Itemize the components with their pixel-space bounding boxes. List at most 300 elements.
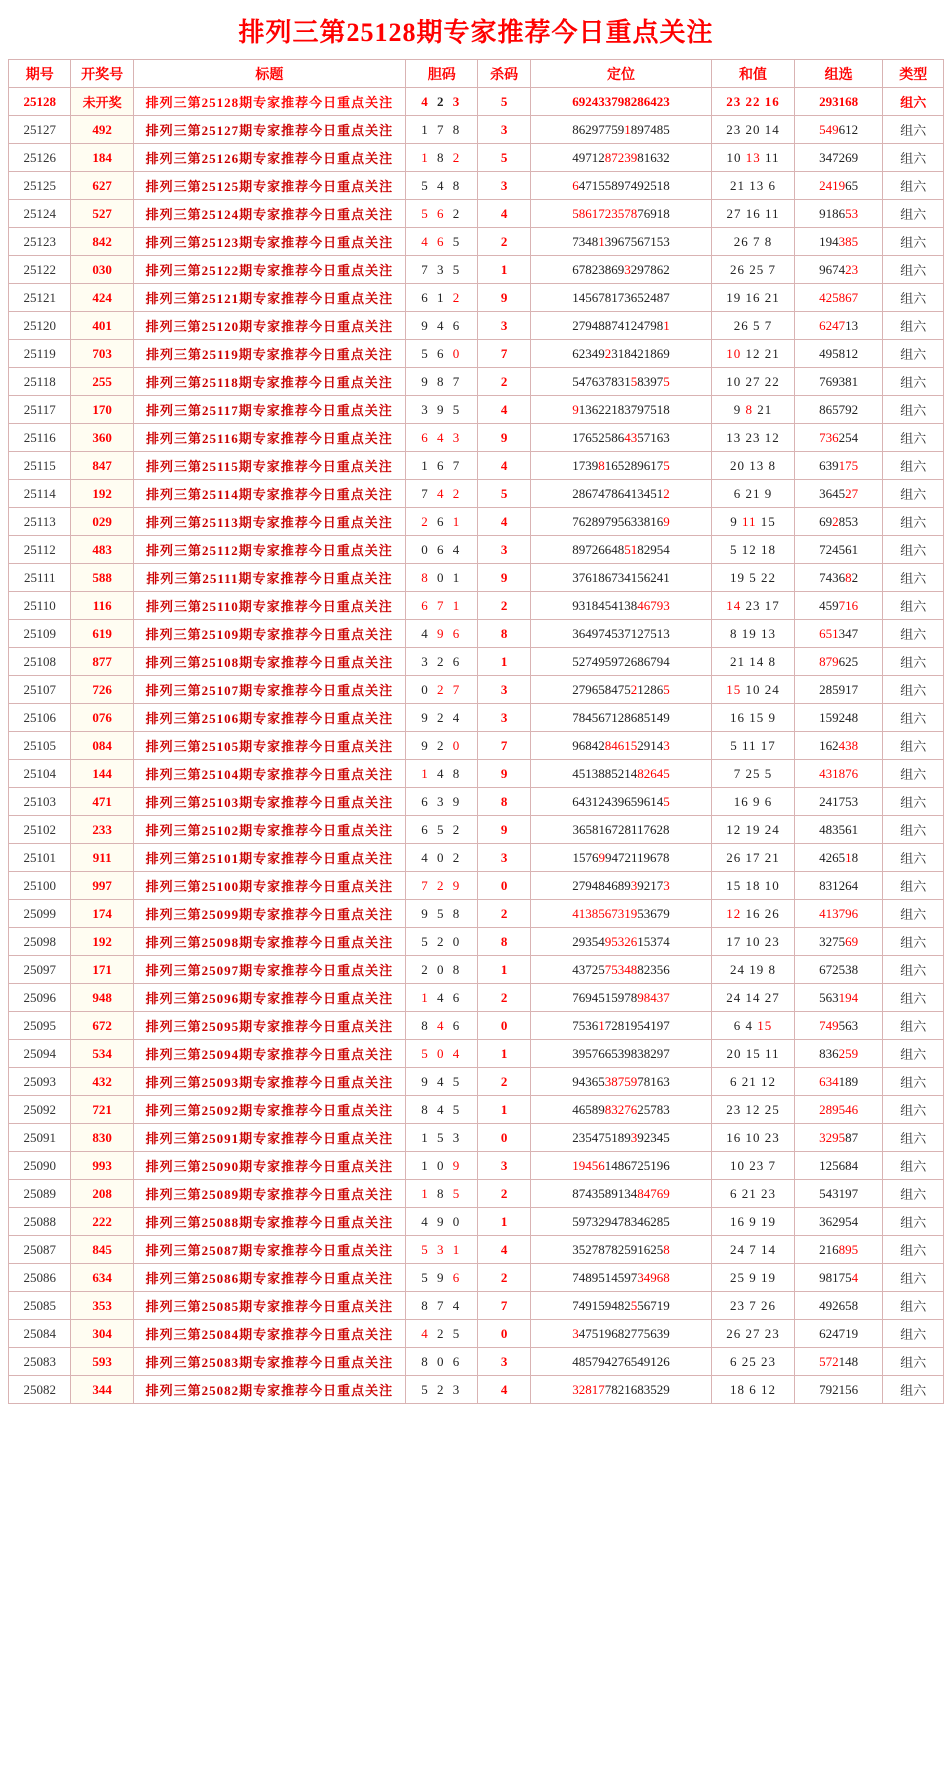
cell-he-zhi: 10 27 22 (712, 368, 795, 396)
cell-sha-code: 5 (478, 480, 530, 508)
cell-title-link[interactable]: 排列三第25116期专家推荐今日重点关注 (133, 424, 405, 452)
cell-zu-xuan: 724561 (794, 536, 883, 564)
table-row[interactable] (9, 1124, 944, 1152)
cell-title-link[interactable]: 排列三第25107期专家推荐今日重点关注 (133, 676, 405, 704)
cell-dan-code: 4 2 5 (405, 1320, 478, 1348)
table-row[interactable] (9, 480, 944, 508)
table-row[interactable] (9, 312, 944, 340)
table-row[interactable] (9, 116, 944, 144)
table-row[interactable] (9, 1236, 944, 1264)
cell-issue: 25086 (9, 1264, 71, 1292)
cell-dan-code: 1 6 7 (405, 452, 478, 480)
cell-sha-code: 4 (478, 452, 530, 480)
cell-zu-xuan: 431876 (794, 760, 883, 788)
cell-title-link[interactable]: 排列三第25128期专家推荐今日重点关注 (133, 88, 405, 116)
cell-title-link[interactable]: 排列三第25103期专家推荐今日重点关注 (133, 788, 405, 816)
cell-open-number: 588 (71, 564, 133, 592)
table-row[interactable] (9, 984, 944, 1012)
cell-title-link[interactable]: 排列三第25100期专家推荐今日重点关注 (133, 872, 405, 900)
cell-type: 组六 (883, 116, 944, 144)
table-row[interactable] (9, 200, 944, 228)
cell-title-link[interactable]: 排列三第25106期专家推荐今日重点关注 (133, 704, 405, 732)
cell-type: 组六 (883, 172, 944, 200)
cell-title-link[interactable]: 排列三第25127期专家推荐今日重点关注 (133, 116, 405, 144)
cell-he-zhi: 6 21 23 (712, 1180, 795, 1208)
cell-type: 组六 (883, 396, 944, 424)
cell-zu-xuan: 492658 (794, 1292, 883, 1320)
cell-title-link[interactable]: 排列三第25112期专家推荐今日重点关注 (133, 536, 405, 564)
table-body (9, 88, 944, 1404)
cell-he-zhi: 26 17 21 (712, 844, 795, 872)
cell-open-number: 721 (71, 1096, 133, 1124)
cell-open-number: 192 (71, 480, 133, 508)
table-row[interactable] (9, 844, 944, 872)
cell-title-link[interactable]: 排列三第25123期专家推荐今日重点关注 (133, 228, 405, 256)
cell-type: 组六 (883, 788, 944, 816)
cell-ding-wei: 913622183797518 (530, 396, 711, 424)
cell-open-number: 192 (71, 928, 133, 956)
cell-type: 组六 (883, 984, 944, 1012)
cell-title-link[interactable]: 排列三第25111期专家推荐今日重点关注 (133, 564, 405, 592)
cell-title-link[interactable]: 排列三第25095期专家推荐今日重点关注 (133, 1012, 405, 1040)
cell-type: 组六 (883, 368, 944, 396)
cell-title-link[interactable]: 排列三第25092期专家推荐今日重点关注 (133, 1096, 405, 1124)
cell-sha-code: 9 (478, 424, 530, 452)
cell-title-link[interactable]: 排列三第25091期专家推荐今日重点关注 (133, 1124, 405, 1152)
cell-open-number: 527 (71, 200, 133, 228)
cell-ding-wei: 279484689392173 (530, 872, 711, 900)
table-row[interactable] (9, 648, 944, 676)
cell-type: 组六 (883, 1236, 944, 1264)
cell-he-zhi: 6 21 12 (712, 1068, 795, 1096)
cell-title-link[interactable]: 排列三第25109期专家推荐今日重点关注 (133, 620, 405, 648)
cell-title-link[interactable]: 排列三第25113期专家推荐今日重点关注 (133, 508, 405, 536)
cell-sha-code: 2 (478, 1264, 530, 1292)
cell-sha-code: 2 (478, 1068, 530, 1096)
table-row[interactable] (9, 900, 944, 928)
cell-issue: 25106 (9, 704, 71, 732)
cell-zu-xuan: 563194 (794, 984, 883, 1012)
cell-issue: 25084 (9, 1320, 71, 1348)
cell-sha-code: 2 (478, 228, 530, 256)
cell-ding-wei: 968428461529143 (530, 732, 711, 760)
cell-ding-wei: 748951459734968 (530, 1264, 711, 1292)
cell-open-number: 993 (71, 1152, 133, 1180)
cell-dan-code: 5 4 8 (405, 172, 478, 200)
cell-dan-code: 0 6 4 (405, 536, 478, 564)
cell-sha-code: 3 (478, 676, 530, 704)
cell-issue: 25120 (9, 312, 71, 340)
cell-title-link[interactable]: 排列三第25108期专家推荐今日重点关注 (133, 648, 405, 676)
cell-he-zhi: 12 19 24 (712, 816, 795, 844)
table-row[interactable] (9, 536, 944, 564)
cell-he-zhi: 9 11 15 (712, 508, 795, 536)
cell-ding-wei: 597329478346285 (530, 1208, 711, 1236)
cell-type: 组六 (883, 452, 944, 480)
table-row[interactable] (9, 396, 944, 424)
cell-issue: 25126 (9, 144, 71, 172)
cell-title-link[interactable]: 排列三第25126期专家推荐今日重点关注 (133, 144, 405, 172)
cell-title-link[interactable]: 排列三第25090期专家推荐今日重点关注 (133, 1152, 405, 1180)
cell-type: 组六 (883, 592, 944, 620)
cell-sha-code: 3 (478, 844, 530, 872)
table-row[interactable] (9, 1068, 944, 1096)
cell-sha-code: 3 (478, 536, 530, 564)
cell-he-zhi: 21 14 8 (712, 648, 795, 676)
table-row[interactable] (9, 1348, 944, 1376)
cell-dan-code: 5 9 6 (405, 1264, 478, 1292)
cell-he-zhi: 14 23 17 (712, 592, 795, 620)
cell-open-number: 401 (71, 312, 133, 340)
cell-type: 组六 (883, 256, 944, 284)
cell-sha-code: 1 (478, 648, 530, 676)
cell-sha-code: 3 (478, 1348, 530, 1376)
cell-open-number: 619 (71, 620, 133, 648)
cell-type: 组六 (883, 676, 944, 704)
table-header (9, 60, 944, 88)
cell-title-link[interactable]: 排列三第25104期专家推荐今日重点关注 (133, 760, 405, 788)
cell-he-zhi: 25 9 19 (712, 1264, 795, 1292)
cell-sha-code: 0 (478, 1012, 530, 1040)
cell-ding-wei: 365816728117628 (530, 816, 711, 844)
cell-ding-wei: 586172357876918 (530, 200, 711, 228)
cell-he-zhi: 6 25 23 (712, 1348, 795, 1376)
cell-issue: 25095 (9, 1012, 71, 1040)
cell-he-zhi: 16 9 6 (712, 788, 795, 816)
cell-he-zhi: 15 10 24 (712, 676, 795, 704)
cell-zu-xuan: 293168 (794, 88, 883, 116)
cell-title-link[interactable]: 排列三第25114期专家推荐今日重点关注 (133, 480, 405, 508)
table-row[interactable] (9, 88, 944, 116)
cell-ding-wei: 769451597898437 (530, 984, 711, 1012)
cell-sha-code: 0 (478, 872, 530, 900)
cell-issue: 25115 (9, 452, 71, 480)
cell-title-link[interactable]: 排列三第25087期专家推荐今日重点关注 (133, 1236, 405, 1264)
cell-zu-xuan: 194385 (794, 228, 883, 256)
cell-title-link[interactable]: 排列三第25101期专家推荐今日重点关注 (133, 844, 405, 872)
table-row[interactable] (9, 1376, 944, 1404)
cell-he-zhi: 23 12 25 (712, 1096, 795, 1124)
cell-dan-code: 1 8 5 (405, 1180, 478, 1208)
cell-sha-code: 9 (478, 760, 530, 788)
cell-zu-xuan: 792156 (794, 1376, 883, 1404)
cell-he-zhi: 8 19 13 (712, 620, 795, 648)
cell-dan-code: 3 9 5 (405, 396, 478, 424)
cell-issue: 25098 (9, 928, 71, 956)
cell-ding-wei: 547637831583975 (530, 368, 711, 396)
cell-title-link[interactable]: 排列三第25120期专家推荐今日重点关注 (133, 312, 405, 340)
cell-ding-wei: 623492318421869 (530, 340, 711, 368)
cell-zu-xuan: 572148 (794, 1348, 883, 1376)
table-row[interactable] (9, 1012, 944, 1040)
cell-dan-code: 4 2 3 (405, 88, 478, 116)
cell-type: 组六 (883, 1208, 944, 1236)
cell-he-zhi: 17 10 23 (712, 928, 795, 956)
cell-type: 组六 (883, 1320, 944, 1348)
cell-title-link[interactable]: 排列三第25085期专家推荐今日重点关注 (133, 1292, 405, 1320)
column-header-type: 类型 (883, 60, 944, 88)
cell-title-link[interactable]: 排列三第25086期专家推荐今日重点关注 (133, 1264, 405, 1292)
cell-issue: 25108 (9, 648, 71, 676)
cell-dan-code: 9 2 0 (405, 732, 478, 760)
cell-open-number: 360 (71, 424, 133, 452)
table-row[interactable] (9, 760, 944, 788)
cell-ding-wei: 173981652896175 (530, 452, 711, 480)
cell-issue: 25127 (9, 116, 71, 144)
cell-sha-code: 4 (478, 508, 530, 536)
table-row[interactable] (9, 956, 944, 984)
table-row[interactable] (9, 340, 944, 368)
cell-title-link[interactable]: 排列三第25105期专家推荐今日重点关注 (133, 732, 405, 760)
cell-open-number: 424 (71, 284, 133, 312)
cell-type: 组六 (883, 1180, 944, 1208)
cell-sha-code: 9 (478, 816, 530, 844)
cell-issue: 25124 (9, 200, 71, 228)
table-row[interactable] (9, 1292, 944, 1320)
table-row[interactable] (9, 704, 944, 732)
cell-title-link[interactable]: 排列三第25119期专家推荐今日重点关注 (133, 340, 405, 368)
table-row[interactable] (9, 592, 944, 620)
cell-issue: 25094 (9, 1040, 71, 1068)
table-row[interactable] (9, 732, 944, 760)
column-header-he: 和值 (712, 60, 795, 88)
cell-zu-xuan: 241753 (794, 788, 883, 816)
cell-title-link[interactable]: 排列三第25124期专家推荐今日重点关注 (133, 200, 405, 228)
cell-sha-code: 0 (478, 1320, 530, 1348)
cell-open-number: 997 (71, 872, 133, 900)
cell-open-number: 029 (71, 508, 133, 536)
cell-open-number: 222 (71, 1208, 133, 1236)
cell-open-number: 174 (71, 900, 133, 928)
table-header-row (9, 60, 944, 88)
cell-ding-wei: 465898327625783 (530, 1096, 711, 1124)
cell-title-link[interactable]: 排列三第25102期专家推荐今日重点关注 (133, 816, 405, 844)
cell-ding-wei: 279488741247981 (530, 312, 711, 340)
cell-ding-wei: 647155897492518 (530, 172, 711, 200)
cell-zu-xuan: 362954 (794, 1208, 883, 1236)
cell-dan-code: 8 4 5 (405, 1096, 478, 1124)
cell-sha-code: 1 (478, 1040, 530, 1068)
cell-type: 组六 (883, 1152, 944, 1180)
cell-he-zhi: 5 11 17 (712, 732, 795, 760)
cell-open-number: 184 (71, 144, 133, 172)
cell-zu-xuan: 125684 (794, 1152, 883, 1180)
cell-title-link[interactable]: 排列三第25125期专家推荐今日重点关注 (133, 172, 405, 200)
cell-he-zhi: 26 25 7 (712, 256, 795, 284)
cell-sha-code: 1 (478, 956, 530, 984)
cell-title-link[interactable]: 排列三第25096期专家推荐今日重点关注 (133, 984, 405, 1012)
cell-title-link[interactable]: 排列三第25093期专家推荐今日重点关注 (133, 1068, 405, 1096)
cell-title-link[interactable]: 排列三第25094期专家推荐今日重点关注 (133, 1040, 405, 1068)
cell-open-number: 911 (71, 844, 133, 872)
cell-zu-xuan: 634189 (794, 1068, 883, 1096)
table-row[interactable] (9, 1208, 944, 1236)
cell-sha-code: 7 (478, 340, 530, 368)
cell-sha-code: 3 (478, 172, 530, 200)
cell-ding-wei: 943653875978163 (530, 1068, 711, 1096)
cell-open-number: 116 (71, 592, 133, 620)
cell-type: 组六 (883, 648, 944, 676)
table-row[interactable] (9, 144, 944, 172)
cell-dan-code: 6 5 2 (405, 816, 478, 844)
cell-issue: 25111 (9, 564, 71, 592)
cell-issue: 25087 (9, 1236, 71, 1264)
column-header-zu: 组选 (794, 60, 883, 88)
table-row[interactable] (9, 1264, 944, 1292)
cell-title-link[interactable]: 排列三第25098期专家推荐今日重点关注 (133, 928, 405, 956)
cell-open-number: 未开奖 (71, 88, 133, 116)
cell-issue: 25113 (9, 508, 71, 536)
table-row[interactable] (9, 1152, 944, 1180)
cell-sha-code: 5 (478, 88, 530, 116)
cell-dan-code: 6 3 9 (405, 788, 478, 816)
cell-zu-xuan: 285917 (794, 676, 883, 704)
cell-open-number: 432 (71, 1068, 133, 1096)
cell-type: 组六 (883, 1264, 944, 1292)
table-row[interactable] (9, 508, 944, 536)
cell-sha-code: 8 (478, 928, 530, 956)
cell-he-zhi: 19 5 22 (712, 564, 795, 592)
cell-title-link[interactable]: 排列三第25099期专家推荐今日重点关注 (133, 900, 405, 928)
cell-sha-code: 2 (478, 984, 530, 1012)
cell-title-link[interactable]: 排列三第25121期专家推荐今日重点关注 (133, 284, 405, 312)
cell-zu-xuan: 459716 (794, 592, 883, 620)
cell-dan-code: 8 0 6 (405, 1348, 478, 1376)
table-row[interactable] (9, 872, 944, 900)
cell-sha-code: 7 (478, 1292, 530, 1320)
cell-sha-code: 7 (478, 732, 530, 760)
cell-title-link[interactable]: 排列三第25115期专家推荐今日重点关注 (133, 452, 405, 480)
cell-title-link[interactable]: 排列三第25082期专家推荐今日重点关注 (133, 1376, 405, 1404)
cell-dan-code: 7 3 5 (405, 256, 478, 284)
table-row[interactable] (9, 1096, 944, 1124)
column-header-ding: 定位 (530, 60, 711, 88)
cell-issue: 25089 (9, 1180, 71, 1208)
cell-zu-xuan: 736254 (794, 424, 883, 452)
table-row[interactable] (9, 368, 944, 396)
table-row[interactable] (9, 284, 944, 312)
cell-title-link[interactable]: 排列三第25084期专家推荐今日重点关注 (133, 1320, 405, 1348)
cell-title-link[interactable]: 排列三第25097期专家推荐今日重点关注 (133, 956, 405, 984)
cell-ding-wei: 395766539838297 (530, 1040, 711, 1068)
cell-he-zhi: 26 5 7 (712, 312, 795, 340)
cell-dan-code: 2 0 8 (405, 956, 478, 984)
cell-type: 组六 (883, 1012, 944, 1040)
cell-open-number: 593 (71, 1348, 133, 1376)
cell-zu-xuan: 162438 (794, 732, 883, 760)
cell-he-zhi: 20 13 8 (712, 452, 795, 480)
cell-title-link[interactable]: 排列三第25110期专家推荐今日重点关注 (133, 592, 405, 620)
cell-open-number: 726 (71, 676, 133, 704)
cell-dan-code: 9 4 5 (405, 1068, 478, 1096)
cell-dan-code: 1 0 9 (405, 1152, 478, 1180)
cell-title-link[interactable]: 排列三第25083期专家推荐今日重点关注 (133, 1348, 405, 1376)
cell-zu-xuan: 327569 (794, 928, 883, 956)
cell-he-zhi: 10 12 21 (712, 340, 795, 368)
table-row[interactable] (9, 452, 944, 480)
cell-he-zhi: 12 16 26 (712, 900, 795, 928)
table-row[interactable] (9, 676, 944, 704)
cell-ding-wei: 485794276549126 (530, 1348, 711, 1376)
cell-dan-code: 5 6 2 (405, 200, 478, 228)
cell-type: 组六 (883, 816, 944, 844)
cell-ding-wei: 692433798286423 (530, 88, 711, 116)
cell-issue: 25082 (9, 1376, 71, 1404)
cell-sha-code: 5 (478, 144, 530, 172)
table-row[interactable] (9, 788, 944, 816)
cell-issue: 25112 (9, 536, 71, 564)
cell-he-zhi: 6 21 9 (712, 480, 795, 508)
cell-zu-xuan: 495812 (794, 340, 883, 368)
cell-sha-code: 9 (478, 564, 530, 592)
cell-he-zhi: 21 13 6 (712, 172, 795, 200)
cell-he-zhi: 10 23 7 (712, 1152, 795, 1180)
cell-dan-code: 1 4 6 (405, 984, 478, 1012)
table-row[interactable] (9, 564, 944, 592)
cell-title-link[interactable]: 排列三第25089期专家推荐今日重点关注 (133, 1180, 405, 1208)
cell-ding-wei: 497128723981632 (530, 144, 711, 172)
cell-issue: 25088 (9, 1208, 71, 1236)
cell-title-link[interactable]: 排列三第25117期专家推荐今日重点关注 (133, 396, 405, 424)
cell-issue: 25096 (9, 984, 71, 1012)
cell-issue: 25119 (9, 340, 71, 368)
cell-open-number: 255 (71, 368, 133, 396)
cell-dan-code: 2 6 1 (405, 508, 478, 536)
cell-title-link[interactable]: 排列三第25122期专家推荐今日重点关注 (133, 256, 405, 284)
cell-he-zhi: 23 22 16 (712, 88, 795, 116)
cell-ding-wei: 145678173652487 (530, 284, 711, 312)
table-row[interactable] (9, 620, 944, 648)
cell-he-zhi: 7 25 5 (712, 760, 795, 788)
cell-sha-code: 4 (478, 1376, 530, 1404)
cell-issue: 25091 (9, 1124, 71, 1152)
cell-zu-xuan: 639175 (794, 452, 883, 480)
table-row[interactable] (9, 1320, 944, 1348)
table-row[interactable] (9, 172, 944, 200)
cell-dan-code: 8 0 1 (405, 564, 478, 592)
cell-he-zhi: 24 7 14 (712, 1236, 795, 1264)
cell-dan-code: 5 2 3 (405, 1376, 478, 1404)
cell-zu-xuan: 918653 (794, 200, 883, 228)
table-row[interactable] (9, 228, 944, 256)
cell-type: 组六 (883, 228, 944, 256)
cell-he-zhi: 23 7 26 (712, 1292, 795, 1320)
cell-he-zhi: 24 14 27 (712, 984, 795, 1012)
table-row[interactable] (9, 1180, 944, 1208)
cell-he-zhi: 6 4 15 (712, 1012, 795, 1040)
cell-issue: 25109 (9, 620, 71, 648)
cell-ding-wei: 734813967567153 (530, 228, 711, 256)
cell-he-zhi: 26 7 8 (712, 228, 795, 256)
cell-zu-xuan: 624719 (794, 1320, 883, 1348)
cell-sha-code: 4 (478, 200, 530, 228)
cell-zu-xuan: 743682 (794, 564, 883, 592)
table-row[interactable] (9, 424, 944, 452)
table-row[interactable] (9, 1040, 944, 1068)
cell-open-number: 534 (71, 1040, 133, 1068)
table-row[interactable] (9, 928, 944, 956)
cell-he-zhi: 13 23 12 (712, 424, 795, 452)
cell-ding-wei: 157699472119678 (530, 844, 711, 872)
cell-dan-code: 1 8 2 (405, 144, 478, 172)
cell-open-number: 304 (71, 1320, 133, 1348)
cell-issue: 25110 (9, 592, 71, 620)
cell-title-link[interactable]: 排列三第25118期专家推荐今日重点关注 (133, 368, 405, 396)
table-row[interactable] (9, 256, 944, 284)
table-row[interactable] (9, 816, 944, 844)
cell-dan-code: 0 2 7 (405, 676, 478, 704)
cell-title-link[interactable]: 排列三第25088期专家推荐今日重点关注 (133, 1208, 405, 1236)
